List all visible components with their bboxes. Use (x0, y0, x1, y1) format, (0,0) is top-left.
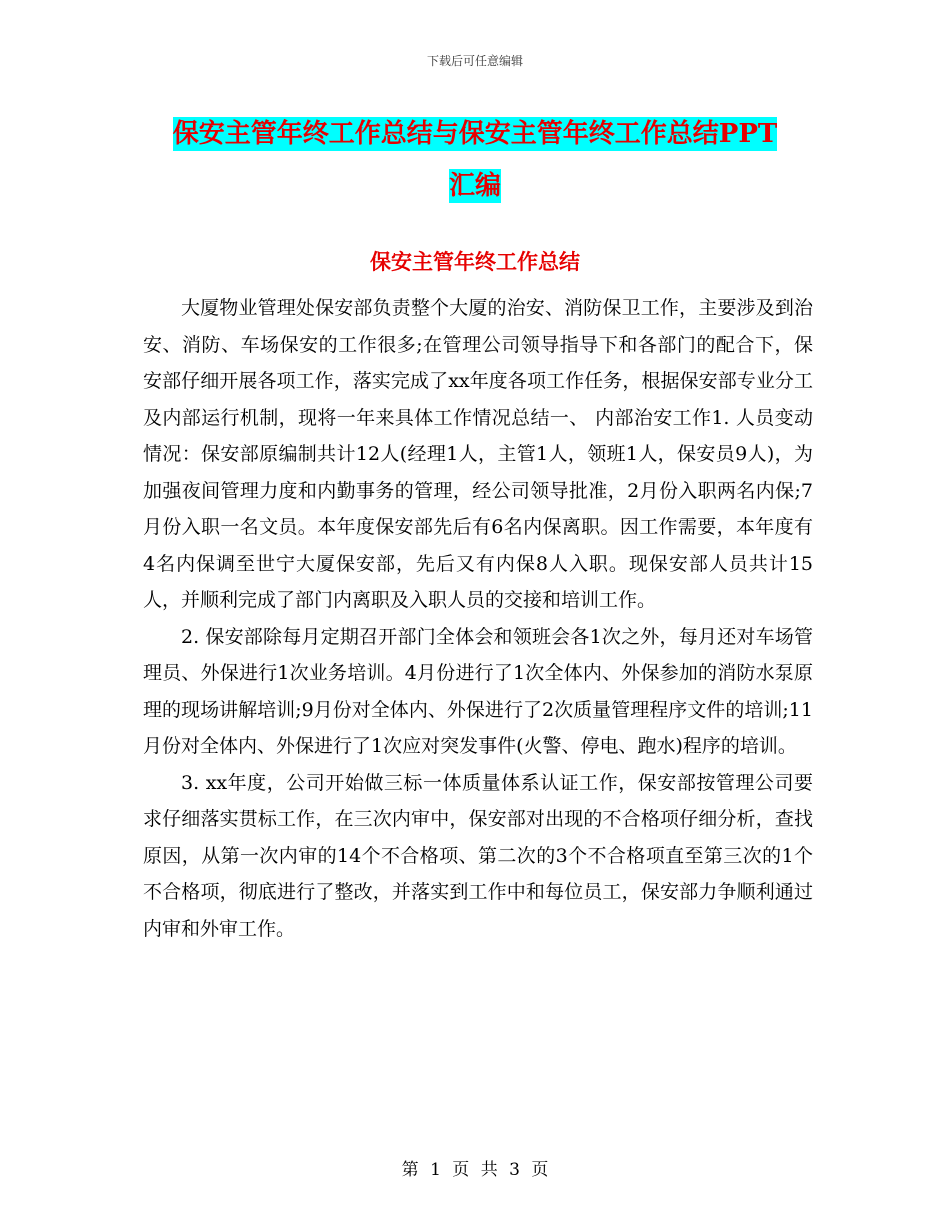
body-paragraph: 3. xx年度，公司开始做三标一体质量体系认证工作，保安部按管理公司要求仔细落实贯标工作，在三次内审中，保安部对出现的不合格项仔细分析，查找原因，从第一次内审的14个不合格项、第二次的3个不合格项直至第三次的1个不合格项，彻底进行了整改，并落实到工作中和每位员工，保安部力争顺利通过内审和外审工作。 (143, 771, 813, 940)
document-title (145, 108, 805, 212)
body-paragraph: 大厦物业管理处保安部负责整个大厦的治安、消防保卫工作，主要涉及到治安、消防、车场保安的工作很多;在管理公司领导指导下和各部门的配合下，保安部仔细开展各项工作，落实完成了xx年度各项工作任务，根据保安部专业分工及内部运行机制，现将一年来具体工作情况总结一、 内部治安工作1. 人员变动情况：保安部原编制共计12人(经理1人，主管1人，领班1人，保安员9人)，为加强夜间管理力度和内勤事务的管理，经公司领导批准，2月份入职两名内保;7月份入职一名文员。本年度保安部先后有6名内保离职。因工作需要，本年度有4名内保调至世宁大厦保安部，先后又有内保8人入职。现保安部人员共计15人，并顺利完成了部门内离职及入职人员的交接和培训工作。 (143, 297, 813, 611)
document-title-line1: 保安主管年终工作总结与保安主管年终工作总结PPT (172, 119, 778, 149)
document-title-line2: 汇编 (448, 171, 501, 201)
page-number: 第 1 页 共 3 页 (401, 1160, 549, 1180)
header-note: 下载后可任意编辑 (426, 54, 523, 68)
body-paragraph: 2. 保安部除每月定期召开部门全体会和领班会各1次之外，每月还对车场管理员、外保进行1次业务培训。4月份进行了1次全体内、外保参加的消防水泵原理的现场讲解培训;9月份对全体内、外保进行了2次质量管理程序文件的培训;11月份对全体内、外保进行了1次应对突发事件(火警、停电、跑水)程序的培训。 (143, 625, 813, 757)
section-title: 保安主管年终工作总结 (370, 249, 580, 274)
document-body (143, 290, 813, 947)
